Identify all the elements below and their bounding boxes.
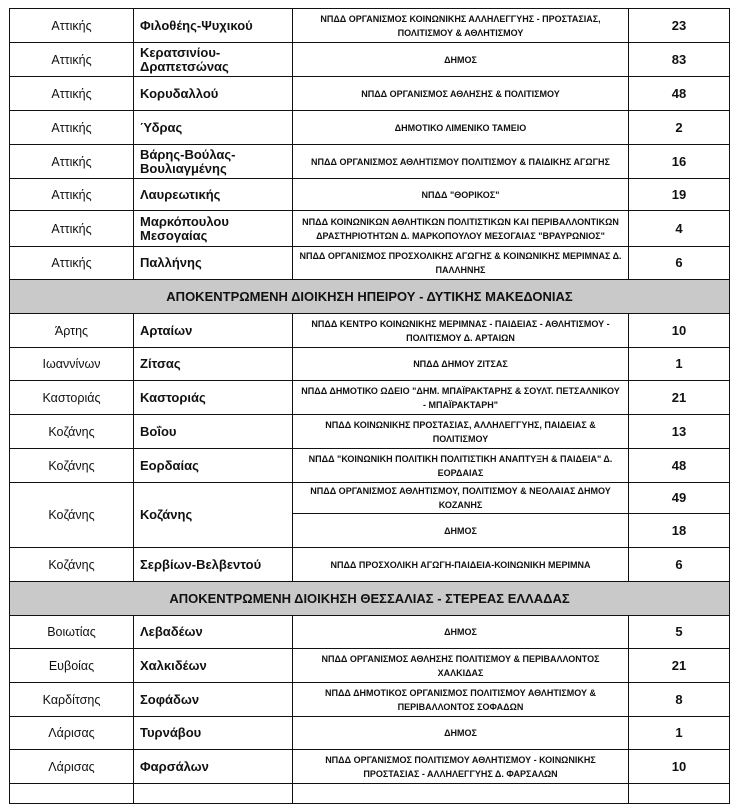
region-cell: Κοζάνης <box>10 449 134 483</box>
entity-cell: ΝΠΔΔ ΚΟΙΝΩΝΙΚΩΝ ΑΘΛΗΤΙΚΩΝ ΠΟΛΙΤΙΣΤΙΚΩΝ ΚΑΙ ΠΕΡΙΒΑΛΛΟΝΤΙΚΩΝ ΔΡΑΣΤΗΡΙΟΤΗΤΩΝ Δ. ΜΑΡΚΟΠΟΥΛΟΥ ΜΕΣΟΓΑΙΑΣ "ΒΡΑΥΡΩΝΙΟΣ" <box>293 211 629 247</box>
municipality-cell: Παλλήνης <box>134 247 293 280</box>
region-cell: Βοιωτίας <box>10 616 134 649</box>
table-row <box>10 43 730 77</box>
entity-cell <box>293 784 629 804</box>
municipality-cell: Εορδαίας <box>134 449 293 483</box>
municipality-cell: Ύδρας <box>134 111 293 145</box>
region-cell: Ιωαννίνων <box>10 348 134 381</box>
region-cell: Λάρισας <box>10 750 134 784</box>
municipality-cell: Χαλκιδέων <box>134 649 293 683</box>
region-cell: Καρδίτσης <box>10 683 134 717</box>
entity-cell: ΝΠΔΔ ΟΡΓΑΝΙΣΜΟΣ ΑΘΛΗΣΗΣ & ΠΟΛΙΤΙΣΜΟΥ <box>293 77 629 111</box>
table-row <box>10 548 730 582</box>
region-cell: Αττικής <box>10 9 134 43</box>
count-cell: 8 <box>629 683 730 717</box>
count-cell: 6 <box>629 247 730 280</box>
count-cell: 83 <box>629 43 730 77</box>
entity-cell: ΔΗΜΟΣ <box>293 616 629 649</box>
section-title: ΑΠΟΚΕΝΤΡΩΜΕΝΗ ΔΙΟΙΚΗΣΗ ΗΠΕΙΡΟΥ - ΔΥΤΙΚΗΣ ΜΑΚΕΔΟΝΙΑΣ <box>10 280 730 314</box>
entity-cell: ΝΠΔΔ ΟΡΓΑΝΙΣΜΟΣ ΑΘΛΗΣΗΣ ΠΟΛΙΤΙΣΜΟΥ & ΠΕΡΙΒΑΛΛΟΝΤΟΣ ΧΑΛΚΙΔΑΣ <box>293 649 629 683</box>
region-cell: Άρτης <box>10 314 134 348</box>
municipality-cell: Κοζάνης <box>134 483 293 548</box>
count-cell: 4 <box>629 211 730 247</box>
table-row <box>10 483 730 514</box>
table-row <box>10 348 730 381</box>
region-cell: Αττικής <box>10 111 134 145</box>
table-row <box>10 381 730 415</box>
entity-cell: ΝΠΔΔ "ΚΟΙΝΩΝΙΚΗ ΠΟΛΙΤΙΚΗ ΠΟΛΙΤΙΣΤΙΚΗ ΑΝΑΠΤΥΞΗ & ΠΑΙΔΕΙΑ" Δ. ΕΟΡΔΑΙΑΣ <box>293 449 629 483</box>
entity-cell: ΝΠΔΔ ΟΡΓΑΝΙΣΜΟΣ ΠΡΟΣΧΟΛΙΚΗΣ ΑΓΩΓΗΣ & ΚΟΙΝΩΝΙΚΗΣ ΜΕΡΙΜΝΑΣ Δ. ΠΑΛΛΗΝΗΣ <box>293 247 629 280</box>
table-row <box>10 616 730 649</box>
table-row <box>10 649 730 683</box>
municipality-cell: Μαρκόπουλου Μεσογαίας <box>134 211 293 247</box>
municipality-cell: Λαυρεωτικής <box>134 179 293 211</box>
count-cell: 21 <box>629 649 730 683</box>
region-cell: Αττικής <box>10 43 134 77</box>
count-cell: 16 <box>629 145 730 179</box>
table-row <box>10 111 730 145</box>
region-cell: Αττικής <box>10 211 134 247</box>
table-row <box>10 145 730 179</box>
municipality-cell: Βοΐου <box>134 415 293 449</box>
municipality-cell: Κερατσινίου-Δραπετσώνας <box>134 43 293 77</box>
count-cell: 23 <box>629 9 730 43</box>
region-cell: Αττικής <box>10 77 134 111</box>
entity-cell: ΔΗΜΟΣ <box>293 514 629 548</box>
section-header-row <box>10 280 730 314</box>
section-title: ΑΠΟΚΕΝΤΡΩΜΕΝΗ ΔΙΟΙΚΗΣΗ ΘΕΣΣΑΛΙΑΣ - ΣΤΕΡΕΑΣ ΕΛΛΑΔΑΣ <box>10 582 730 616</box>
entity-cell: ΝΠΔΔ ΟΡΓΑΝΙΣΜΟΣ ΑΘΛΗΤΙΣΜΟΥ, ΠΟΛΙΤΙΣΜΟΥ & ΝΕΟΛΑΙΑΣ ΔΗΜΟΥ ΚΟΖΑΝΗΣ <box>293 483 629 514</box>
table-row <box>10 717 730 750</box>
table-row <box>10 449 730 483</box>
region-cell: Κοζάνης <box>10 483 134 548</box>
region-cell <box>10 784 134 804</box>
region-cell: Κοζάνης <box>10 548 134 582</box>
municipality-cell: Τυρνάβου <box>134 717 293 750</box>
municipality-cell: Κορυδαλλού <box>134 77 293 111</box>
municipality-cell: Βάρης-Βούλας-Βουλιαγμένης <box>134 145 293 179</box>
entity-cell: ΝΠΔΔ ΠΡΟΣΧΟΛΙΚΗ ΑΓΩΓΗ-ΠΑΙΔΕΙΑ-ΚΟΙΝΩΝΙΚΗ ΜΕΡΙΜΝΑ <box>293 548 629 582</box>
municipality-cell: Φιλοθέης-Ψυχικού <box>134 9 293 43</box>
region-cell: Αττικής <box>10 247 134 280</box>
count-cell: 5 <box>629 616 730 649</box>
count-cell: 19 <box>629 179 730 211</box>
region-cell: Αττικής <box>10 179 134 211</box>
table-row <box>10 784 730 804</box>
allocation-table <box>9 8 730 804</box>
entity-cell: ΝΠΔΔ ΔΗΜΟΥ ΖΙΤΣΑΣ <box>293 348 629 381</box>
count-cell: 48 <box>629 449 730 483</box>
entity-cell: ΝΠΔΔ ΟΡΓΑΝΙΣΜΟΣ ΑΘΛΗΤΙΣΜΟΥ ΠΟΛΙΤΙΣΜΟΥ & ΠΑΙΔΙΚΗΣ ΑΓΩΓΗΣ <box>293 145 629 179</box>
municipality-cell: Ζίτσας <box>134 348 293 381</box>
municipality-cell <box>134 784 293 804</box>
count-cell: 49 <box>629 483 730 514</box>
region-cell: Λάρισας <box>10 717 134 750</box>
count-cell: 48 <box>629 77 730 111</box>
municipality-cell: Αρταίων <box>134 314 293 348</box>
entity-cell: ΝΠΔΔ ΔΗΜΟΤΙΚΟ ΩΔΕΙΟ "ΔΗΜ. ΜΠΑΪΡΑΚΤΑΡΗΣ & ΣΟΥΛΤ. ΠΕΤΣΑΛΝΙΚΟΥ - ΜΠΑΪΡΑΚΤΑΡΗ" <box>293 381 629 415</box>
entity-cell: ΔΗΜΟΤΙΚΟ ΛΙΜΕΝΙΚΟ ΤΑΜΕΙΟ <box>293 111 629 145</box>
municipality-cell: Καστοριάς <box>134 381 293 415</box>
table-body <box>10 9 730 804</box>
table-row <box>10 247 730 280</box>
table-row <box>10 314 730 348</box>
entity-cell: ΝΠΔΔ "ΘΟΡΙΚΟΣ" <box>293 179 629 211</box>
region-cell: Αττικής <box>10 145 134 179</box>
count-cell: 13 <box>629 415 730 449</box>
entity-cell: ΝΠΔΔ ΟΡΓΑΝΙΣΜΟΣ ΠΟΛΙΤΙΣΜΟΥ ΑΘΛΗΤΙΣΜΟΥ - ΚΟΙΝΩΝΙΚΗΣ ΠΡΟΣΤΑΣΙΑΣ - ΑΛΛΗΛΕΓΓΥΗΣ Δ. ΦΑΡΣΑΛΩΝ <box>293 750 629 784</box>
table-row <box>10 415 730 449</box>
region-cell: Καστοριάς <box>10 381 134 415</box>
entity-cell: ΔΗΜΟΣ <box>293 717 629 750</box>
table-row <box>10 211 730 247</box>
section-header-row <box>10 582 730 616</box>
count-cell: 1 <box>629 717 730 750</box>
entity-cell: ΝΠΔΔ ΚΕΝΤΡΟ ΚΟΙΝΩΝΙΚΗΣ ΜΕΡΙΜΝΑΣ - ΠΑΙΔΕΙΑΣ - ΑΘΛΗΤΙΣΜΟΥ - ΠΟΛΙΤΙΣΜΟΥ Δ. ΑΡΤΑΙΩΝ <box>293 314 629 348</box>
count-cell <box>629 784 730 804</box>
table-row <box>10 9 730 43</box>
count-cell: 2 <box>629 111 730 145</box>
region-cell: Κοζάνης <box>10 415 134 449</box>
municipality-cell: Λεβαδέων <box>134 616 293 649</box>
entity-cell: ΝΠΔΔ ΔΗΜΟΤΙΚΟΣ ΟΡΓΑΝΙΣΜΟΣ ΠΟΛΙΤΙΣΜΟΥ ΑΘΛΗΤΙΣΜΟΥ & ΠΕΡΙΒΑΛΛΟΝΤΟΣ ΣΟΦΑΔΩΝ <box>293 683 629 717</box>
region-cell: Ευβοίας <box>10 649 134 683</box>
entity-cell: ΔΗΜΟΣ <box>293 43 629 77</box>
municipality-cell: Σοφάδων <box>134 683 293 717</box>
entity-cell: ΝΠΔΔ ΚΟΙΝΩΝΙΚΗΣ ΠΡΟΣΤΑΣΙΑΣ, ΑΛΛΗΛΕΓΓΥΗΣ, ΠΑΙΔΕΙΑΣ & ΠΟΛΙΤΙΣΜΟΥ <box>293 415 629 449</box>
count-cell: 18 <box>629 514 730 548</box>
count-cell: 10 <box>629 314 730 348</box>
entity-cell: ΝΠΔΔ ΟΡΓΑΝΙΣΜΟΣ ΚΟΙΝΩΝΙΚΗΣ ΑΛΛΗΛΕΓΓΥΗΣ - ΠΡΟΣΤΑΣΙΑΣ, ΠΟΛΙΤΙΣΜΟΥ & ΑΘΛΗΤΙΣΜΟΥ <box>293 9 629 43</box>
table-row <box>10 683 730 717</box>
municipality-cell: Σερβίων-Βελβεντού <box>134 548 293 582</box>
table-row <box>10 179 730 211</box>
count-cell: 10 <box>629 750 730 784</box>
count-cell: 6 <box>629 548 730 582</box>
count-cell: 21 <box>629 381 730 415</box>
table-row <box>10 77 730 111</box>
count-cell: 1 <box>629 348 730 381</box>
table-row <box>10 750 730 784</box>
municipality-cell: Φαρσάλων <box>134 750 293 784</box>
